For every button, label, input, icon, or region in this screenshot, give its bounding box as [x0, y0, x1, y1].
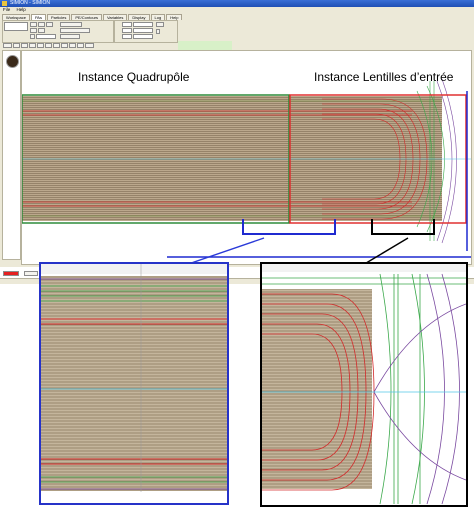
view-zx-icon[interactable] — [37, 43, 44, 48]
view-xy-icon[interactable] — [29, 43, 36, 48]
copy-icon[interactable] — [69, 43, 76, 48]
pos-x-field[interactable] — [122, 22, 132, 27]
fly-button[interactable] — [24, 271, 38, 276]
pa-preview-icon — [6, 55, 19, 68]
right-instance-caption: Instance Lentilles d’entrée — [314, 70, 454, 84]
app-icon — [2, 1, 7, 6]
view-3d-icon[interactable] — [53, 43, 60, 48]
pa-modify-button[interactable] — [60, 34, 80, 39]
pos-checkbox[interactable] — [156, 29, 160, 34]
pa-controls — [0, 20, 474, 42]
pos-z-dropdown[interactable] — [133, 34, 153, 39]
menu-help[interactable]: Help — [16, 7, 26, 12]
pos-z-field[interactable] — [122, 34, 132, 39]
pa-save-button[interactable] — [38, 28, 45, 33]
tab-log[interactable]: Log — [151, 14, 166, 20]
menu-file[interactable]: File — [3, 7, 11, 12]
tab-pe-contours[interactable]: PE/Contours — [71, 14, 102, 20]
tab-pas[interactable]: PAs — [31, 14, 46, 20]
tab-workspace[interactable]: Workspace — [2, 14, 30, 20]
lens-zoom-panel — [260, 262, 468, 507]
zoom-icon[interactable] — [3, 43, 12, 48]
pa-up-button[interactable] — [46, 22, 53, 27]
pos-y-dropdown[interactable] — [133, 28, 153, 33]
title-bar — [0, 0, 474, 7]
pa-add-button[interactable] — [30, 22, 37, 27]
quadrupole-zoom-drawing — [41, 264, 227, 503]
black-bracket — [372, 219, 434, 234]
pa-load-button[interactable] — [30, 28, 37, 33]
fit-icon[interactable] — [77, 43, 84, 48]
help-icon[interactable] — [85, 43, 94, 48]
rotate-icon[interactable] — [21, 43, 28, 48]
view-zy-icon[interactable] — [45, 43, 52, 48]
side-panel — [2, 50, 21, 260]
window-title: SIMION - SIMION — [10, 0, 50, 6]
left-instance-caption: Instance Quadrupôle — [78, 70, 190, 84]
view-toolbar — [0, 42, 474, 49]
menu-bar — [0, 7, 474, 13]
pa-check-button[interactable] — [30, 34, 35, 39]
pos-y-field[interactable] — [122, 28, 132, 33]
tab-particles[interactable]: Particles — [47, 14, 70, 20]
tab-help[interactable]: Help — [166, 14, 182, 20]
tab-display[interactable]: Display — [128, 14, 149, 20]
pos-apply-button[interactable] — [156, 22, 164, 27]
pan-icon[interactable] — [13, 43, 20, 48]
pa-remove-button[interactable] — [38, 22, 45, 27]
lens-zoom-drawing — [262, 264, 466, 505]
quadrupole-zoom-panel — [39, 262, 229, 505]
pa-list[interactable] — [4, 22, 28, 31]
simulation-view[interactable] — [21, 50, 472, 265]
pa-refine-button[interactable] — [60, 22, 82, 27]
pa-fast-adjust-button[interactable] — [60, 28, 90, 33]
pos-x-dropdown[interactable] — [133, 22, 153, 27]
tab-variables[interactable]: Variables — [103, 14, 127, 20]
pa-name-field[interactable] — [36, 34, 56, 39]
print-icon[interactable] — [61, 43, 68, 48]
stop-button[interactable] — [3, 271, 19, 276]
